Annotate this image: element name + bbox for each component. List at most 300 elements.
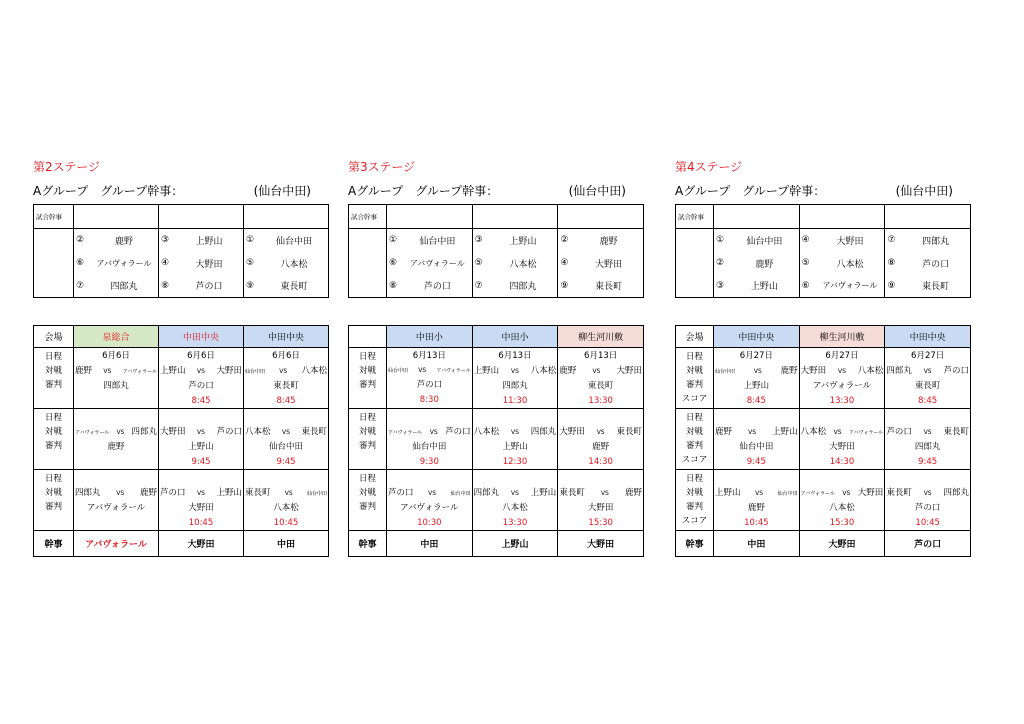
group-line	[348, 180, 644, 202]
match-date: 6月6日	[272, 351, 300, 361]
referee: 大野田	[188, 503, 214, 513]
team-cell	[799, 252, 885, 275]
referee: 芦の口	[188, 381, 214, 391]
team-a: 芦の口	[886, 426, 912, 437]
team-cell	[799, 229, 885, 252]
match-time: 9:30	[419, 456, 439, 467]
referee: 仙台中田	[268, 442, 303, 452]
referee: 鹿野	[107, 442, 125, 452]
team-name: アバヴォラール	[409, 258, 465, 268]
venue-cell: 中田中央	[159, 326, 244, 348]
team-name: 芦の口	[423, 282, 451, 293]
match-date: 6月27日	[739, 351, 773, 361]
match-date	[74, 410, 158, 425]
match-date	[387, 410, 472, 425]
referee: 芦の口	[914, 503, 941, 513]
referee: アバヴォラール	[812, 381, 872, 391]
team-cell	[472, 229, 558, 252]
vs-text: VS	[923, 428, 932, 436]
match-time: 10:30	[417, 517, 442, 528]
team-b: 芦の口	[445, 426, 471, 437]
vs-text: VS	[511, 428, 519, 436]
team-number: ⑨	[887, 280, 896, 291]
venue-cell: 中田小	[387, 326, 473, 348]
label-date: 日程	[44, 352, 62, 362]
match-date	[714, 471, 799, 486]
secretary-cell: 大野田	[159, 531, 244, 557]
team-a: 八本松	[800, 426, 827, 437]
team-b: 芦の口	[943, 365, 969, 376]
team-name: 上野山	[195, 236, 223, 247]
match-cell	[799, 409, 885, 470]
team-number: ③	[716, 280, 725, 291]
group-table	[348, 204, 644, 298]
stage-4	[675, 158, 971, 550]
vs-text: VS	[282, 428, 290, 436]
match-cell	[799, 348, 885, 409]
match-secretary-label: 試合幹事	[34, 205, 74, 229]
match-cell	[714, 409, 800, 470]
label-cell	[34, 275, 74, 298]
match-time: 11:30	[502, 395, 528, 406]
match-date	[885, 410, 970, 425]
team-a: 八本松	[245, 426, 271, 437]
team-cell	[472, 252, 558, 275]
vs-text: VS	[592, 367, 601, 375]
referee: 大野田	[587, 503, 614, 513]
match-cell	[558, 409, 644, 470]
match-time: 14:30	[829, 456, 855, 467]
referee: 大野田	[829, 442, 855, 452]
team-b: 上野山	[772, 426, 798, 437]
match-cell	[159, 470, 244, 531]
team-a: 鹿野	[75, 365, 93, 376]
match-time: 13:30	[502, 517, 528, 528]
match-time: 10:45	[188, 517, 214, 528]
team-b: 鹿野	[624, 487, 642, 498]
label-match: 対戦	[685, 488, 703, 498]
match-time: 12:30	[502, 456, 528, 467]
team-name: 大野田	[836, 236, 864, 247]
team-a: 大野田	[559, 426, 585, 437]
team-a: 上野山	[473, 365, 500, 376]
team-a: 上野山	[715, 487, 741, 498]
team-cell	[159, 252, 244, 275]
stage-3	[348, 158, 644, 550]
stage-title: 第3ステージ	[348, 160, 416, 174]
team-name: 上野山	[750, 282, 778, 293]
vs-text: VS	[511, 489, 519, 497]
vs-text: VS	[923, 489, 932, 497]
team-a: 芦の口	[388, 487, 414, 498]
team-number: ④	[161, 258, 170, 268]
venue-cell: 泉総合	[74, 326, 159, 348]
match-time: 9:45	[191, 456, 211, 467]
team-number: ⑤	[246, 258, 255, 268]
match-date: 6月27日	[911, 351, 945, 361]
team-b: 大野田	[616, 365, 642, 376]
team-cell	[387, 229, 473, 252]
match-date	[800, 471, 885, 486]
vs-text: VS	[838, 367, 846, 375]
team-b: 東長町	[616, 426, 642, 437]
label-match: 対戦	[358, 427, 376, 437]
vs-text: VS	[753, 367, 762, 375]
match-cell	[714, 348, 800, 409]
match-date: 6月6日	[102, 351, 130, 361]
vs-text: VS	[279, 367, 288, 375]
referee: 芦の口	[416, 380, 443, 390]
team-cell	[714, 252, 800, 275]
stage-title: 第4ステージ	[675, 160, 743, 174]
label-date: 日程	[358, 352, 376, 362]
match-time: 15:30	[829, 517, 855, 528]
team-cell	[159, 275, 244, 298]
match-date	[800, 410, 885, 425]
match-time: 8:45	[746, 395, 766, 406]
referee: アバヴォラール	[400, 503, 459, 513]
label-date: 日程	[685, 352, 703, 362]
team-number: ⑥	[76, 258, 85, 268]
referee: 四郎丸	[502, 381, 528, 391]
row-label	[34, 348, 74, 409]
match-date: 6月27日	[825, 351, 859, 361]
label-cell	[349, 229, 387, 252]
blank-cell	[472, 205, 558, 229]
secretary-cell: 大野田	[799, 531, 885, 557]
team-name: 鹿野	[114, 236, 133, 247]
label-score: スコア	[681, 455, 708, 465]
match-cell	[244, 470, 329, 531]
team-name: 芦の口	[922, 259, 950, 270]
label-date: 日程	[44, 474, 62, 484]
group-table	[675, 204, 971, 298]
match-cell	[472, 348, 558, 409]
label-referee: 審判	[685, 380, 703, 390]
match-cell	[714, 470, 800, 531]
vs-text: VS	[197, 428, 205, 436]
team-cell	[714, 229, 800, 252]
match-date	[159, 471, 243, 486]
referee: 鹿野	[747, 503, 765, 513]
team-a: アバヴォラール	[388, 429, 423, 436]
team-number: ⑦	[76, 280, 85, 291]
referee: アバヴォラール	[86, 503, 146, 513]
vs-text: VS	[755, 489, 764, 497]
team-b: 鹿野	[139, 487, 157, 498]
blank-cell	[558, 205, 644, 229]
group-secretary: (仙台中田)	[895, 184, 953, 198]
match-cell	[74, 348, 159, 409]
label-referee: 審判	[44, 380, 62, 390]
group-line	[675, 180, 971, 202]
secretary-cell: 上野山	[472, 531, 558, 557]
referee: 上野山	[188, 442, 214, 452]
team-number: ②	[716, 258, 725, 268]
vs-text: VS	[116, 489, 125, 497]
team-number: ①	[246, 235, 255, 246]
vs-text: VS	[842, 489, 851, 497]
team-a: アバヴォラール	[75, 429, 110, 436]
blank-cell	[714, 205, 800, 229]
label-date: 日程	[685, 413, 703, 423]
team-name: 八本松	[280, 259, 308, 270]
team-number: ③	[474, 235, 483, 246]
referee: 仙台中田	[412, 442, 447, 452]
label-match: 対戦	[358, 488, 376, 498]
match-cell	[885, 409, 971, 470]
secretary-cell: 芦の口	[885, 531, 971, 557]
label-cell	[34, 252, 74, 275]
team-number: ⑧	[887, 258, 896, 268]
referee: 鹿野	[592, 442, 610, 452]
venue-cell: 中田中央	[714, 326, 800, 348]
row-label	[349, 409, 387, 470]
referee: 四郎丸	[914, 442, 941, 452]
secretary-cell: 中田	[244, 531, 329, 557]
match-time: 8:45	[918, 395, 938, 406]
team-number: ④	[801, 235, 810, 246]
match-cell	[558, 470, 644, 531]
label-referee: 審判	[685, 502, 703, 512]
match-cell	[159, 409, 244, 470]
team-a: 東長町	[886, 487, 912, 498]
match-date	[387, 471, 472, 486]
label-referee: 審判	[685, 441, 703, 451]
team-name: 四郎丸	[922, 236, 950, 247]
team-number: ⑧	[389, 280, 398, 291]
venue-cell: 柳生河川敷	[799, 326, 885, 348]
label-referee: 審判	[358, 441, 376, 451]
row-label	[34, 409, 74, 470]
match-cell	[472, 470, 558, 531]
label-cell	[676, 252, 714, 275]
team-a: 八本松	[473, 426, 500, 437]
match-cell	[885, 348, 971, 409]
label-cell	[676, 229, 714, 252]
team-cell	[558, 229, 644, 252]
group-label: Aグループ グループ幹事：	[33, 184, 184, 198]
team-cell	[74, 252, 159, 275]
team-number: ⑥	[801, 280, 810, 291]
team-cell	[387, 275, 473, 298]
match-date	[159, 410, 243, 425]
match-date	[558, 471, 643, 486]
team-number: ⑨	[560, 280, 569, 291]
vs-text: VS	[833, 428, 842, 436]
team-b: アバヴォラール	[849, 429, 884, 436]
match-secretary-label: 試合幹事	[349, 205, 387, 229]
venue-cell: 中田小	[472, 326, 558, 348]
referee: 八本松	[502, 503, 528, 513]
team-b: 仙台中田	[450, 490, 471, 497]
referee: 上野山	[743, 381, 770, 391]
team-a: 仙台中田	[715, 368, 736, 375]
team-cell	[472, 275, 558, 298]
team-b: 上野山	[216, 487, 242, 498]
match-cell	[74, 409, 159, 470]
team-name: 仙台中田	[419, 236, 456, 247]
team-a: 芦の口	[160, 487, 186, 498]
label-score: スコア	[681, 516, 708, 526]
group-label: Aグループ グループ幹事：	[348, 184, 499, 198]
team-cell	[244, 275, 329, 298]
team-name: 八本松	[836, 259, 864, 270]
label-match: 対戦	[358, 366, 376, 376]
team-name: 東長町	[922, 282, 950, 293]
match-date	[714, 410, 799, 425]
team-name: 大野田	[595, 259, 623, 270]
team-b: 鹿野	[780, 365, 798, 376]
team-cell	[885, 229, 971, 252]
team-name: アバヴォラール	[96, 258, 152, 268]
referee: 四郎丸	[103, 381, 129, 391]
team-name: 上野山	[509, 236, 537, 247]
match-time: 13:30	[829, 395, 855, 406]
match-cell	[387, 409, 473, 470]
vs-text: VS	[103, 367, 112, 375]
label-match: 対戦	[44, 366, 62, 376]
label-date: 日程	[685, 474, 703, 484]
vs-text: VS	[429, 428, 438, 436]
team-number: ⑦	[887, 235, 896, 246]
team-number: ⑤	[801, 258, 810, 268]
group-label: Aグループ グループ幹事：	[675, 184, 826, 198]
secretary-cell: アバヴォラール	[74, 531, 159, 557]
team-cell	[387, 252, 473, 275]
blank-cell	[159, 205, 244, 229]
row-label	[349, 470, 387, 531]
venue-label: 会場	[34, 326, 74, 348]
match-cell	[74, 470, 159, 531]
team-b: 八本松	[301, 365, 327, 376]
match-cell	[159, 348, 244, 409]
vs-text: VS	[748, 428, 757, 436]
secretary-cell: 大野田	[558, 531, 644, 557]
match-time: 9:45	[918, 456, 938, 467]
venue-cell: 柳生河川敷	[558, 326, 644, 348]
match-cell	[244, 409, 329, 470]
match-date	[473, 471, 558, 486]
team-b: アバヴォラール	[436, 367, 471, 374]
venue-cell: 中田中央	[244, 326, 329, 348]
label-date: 日程	[358, 474, 376, 484]
label-match: 対戦	[44, 427, 62, 437]
team-a: 東長町	[559, 487, 585, 498]
venue-label: 会場	[676, 326, 714, 348]
row-label	[676, 348, 714, 409]
label-referee: 審判	[44, 441, 62, 451]
blank-cell	[74, 205, 159, 229]
match-date: 6月13日	[498, 351, 532, 361]
team-number: ⑨	[246, 280, 255, 291]
label-cell	[349, 252, 387, 275]
team-cell	[885, 252, 971, 275]
schedule-table	[33, 325, 329, 557]
team-b: 八本松	[530, 365, 557, 376]
team-name: 東長町	[280, 282, 308, 293]
group-line	[33, 180, 329, 202]
match-cell	[558, 348, 644, 409]
team-name: 八本松	[509, 259, 537, 270]
match-time: 8:45	[276, 395, 296, 406]
team-number: ⑧	[161, 280, 170, 291]
team-b: 仙台中田	[306, 490, 327, 497]
team-a: 上野山	[160, 365, 186, 376]
venue-label	[349, 326, 387, 348]
row-label	[349, 348, 387, 409]
match-date	[74, 471, 158, 486]
vs-text: VS	[197, 489, 205, 497]
team-b: 四郎丸	[943, 487, 969, 498]
foot-label: 幹事	[676, 531, 714, 557]
label-score: スコア	[681, 394, 708, 404]
team-number: ②	[76, 235, 85, 246]
team-b: 四郎丸	[530, 426, 557, 437]
match-cell	[244, 348, 329, 409]
label-date: 日程	[44, 413, 62, 423]
label-match: 対戦	[44, 488, 62, 498]
team-number: ⑥	[389, 258, 398, 268]
vs-text: VS	[600, 489, 609, 497]
team-name: アバヴォラール	[822, 281, 878, 291]
team-a: 仙台中田	[245, 368, 266, 375]
stage-2	[33, 158, 329, 550]
match-time: 14:30	[588, 456, 613, 467]
match-time: 10:45	[744, 517, 769, 528]
blank-cell	[799, 205, 885, 229]
team-b: 四郎丸	[131, 426, 157, 437]
match-cell	[885, 470, 971, 531]
match-date	[244, 410, 328, 425]
vs-text: VS	[197, 367, 205, 375]
referee: 東長町	[914, 381, 941, 391]
team-cell	[558, 252, 644, 275]
team-cell	[159, 229, 244, 252]
match-time: 8:45	[191, 395, 211, 406]
team-cell	[244, 229, 329, 252]
team-b: 東長町	[301, 426, 327, 437]
team-name: 仙台中田	[275, 236, 312, 247]
match-time: 15:30	[588, 517, 613, 528]
team-cell	[558, 275, 644, 298]
label-cell	[34, 229, 74, 252]
match-date: 6月6日	[187, 351, 215, 361]
referee: 仙台中田	[739, 442, 774, 452]
match-date: 6月13日	[412, 351, 446, 361]
team-name: 四郎丸	[110, 282, 138, 293]
label-cell	[349, 275, 387, 298]
schedule-table	[675, 325, 971, 557]
label-match: 対戦	[685, 366, 703, 376]
group-secretary: (仙台中田)	[568, 184, 626, 198]
label-referee: 審判	[358, 380, 376, 390]
match-time: 8:30	[419, 394, 439, 405]
team-number: ④	[560, 258, 569, 268]
referee: 東長町	[587, 381, 614, 391]
team-cell	[74, 275, 159, 298]
vs-text: VS	[418, 366, 427, 374]
team-a: 鹿野	[559, 365, 577, 376]
foot-label: 幹事	[34, 531, 74, 557]
team-number: ③	[161, 235, 170, 246]
team-b: 芦の口	[216, 426, 242, 437]
team-a: 大野田	[800, 365, 827, 376]
referee: 上野山	[502, 442, 528, 452]
blank-cell	[387, 205, 473, 229]
match-date	[885, 471, 970, 486]
team-name: 鹿野	[755, 259, 774, 270]
